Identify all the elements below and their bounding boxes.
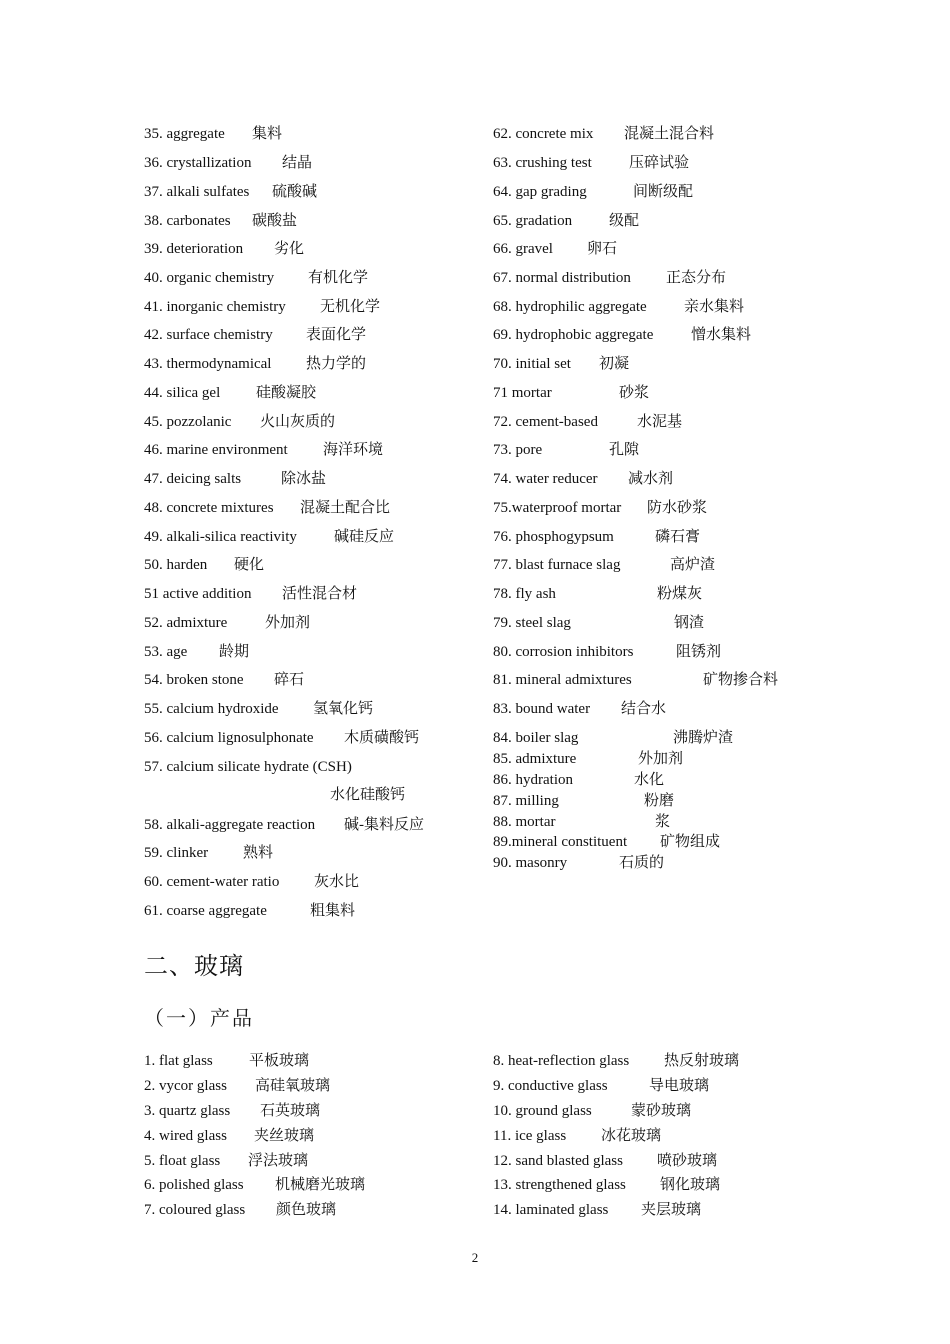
vocab-right-english-term: 85. admixture (493, 751, 577, 767)
vocab-right-entry (493, 297, 745, 317)
vocab-right-english-term: 83. bound water (493, 701, 591, 717)
glass-right-entry (493, 1175, 721, 1195)
vocab-left-chinese-term: 火山灰质的 (260, 414, 336, 430)
vocab-right-english-term: 84. boiler slag (493, 730, 579, 746)
glass-right-english-term: 8. heat-reflection glass (493, 1053, 630, 1069)
vocab-left-entry (144, 297, 381, 317)
vocab-left-english-term: 49. alkali-silica reactivity (144, 529, 297, 545)
vocab-left-english-term: 43. thermodynamical (144, 356, 272, 372)
vocab-left-english-term: 47. deicing salts (144, 471, 242, 487)
glass-left-entry (144, 1200, 337, 1220)
vocab-right-entry (493, 584, 703, 604)
vocab-left-entry (144, 527, 395, 547)
vocab-left-entry (144, 642, 250, 662)
vocab-left-chinese-term: 劣化 (274, 241, 305, 257)
vocab-right-entry (493, 642, 722, 662)
vocab-left-entry (144, 354, 367, 374)
vocab-right-entry (493, 527, 701, 547)
vocab-right-english-term: 66. gravel (493, 241, 553, 257)
vocab-left-chinese-term: 外加剂 (265, 615, 311, 631)
vocab-left-english-term: 40. organic chemistry (144, 270, 275, 286)
vocab-left-entry (144, 182, 318, 202)
vocab-right-entry (493, 211, 640, 231)
vocab-right-chinese-term: 粉煤灰 (657, 586, 703, 602)
vocab-left-entry (144, 498, 391, 518)
glass-left-english-term: 1. flat glass (144, 1053, 213, 1069)
glass-left-chinese-term: 石英玻璃 (260, 1103, 321, 1119)
vocab-right-chinese-term: 亲水集料 (684, 299, 745, 315)
glass-right-chinese-term: 夹层玻璃 (641, 1202, 702, 1218)
vocab-right-english-term: 65. gradation (493, 213, 573, 229)
vocab-right-chinese-term: 正态分布 (666, 270, 727, 286)
vocab-left-chinese-term: 龄期 (219, 644, 250, 660)
glass-left-english-term: 7. coloured glass (144, 1202, 246, 1218)
vocab-left-chinese-term: 混凝土配合比 (300, 500, 391, 516)
vocab-left-chinese-term: 熟料 (243, 845, 274, 861)
vocab-right-entry (493, 412, 683, 432)
vocab-left-entry (144, 239, 305, 259)
vocab-right-english-term: 72. cement-based (493, 414, 598, 430)
page-number: 2 (471, 1250, 479, 1265)
glass-right-chinese-term: 热反射玻璃 (664, 1053, 740, 1069)
vocab-right-entry (493, 268, 727, 288)
vocab-right-chinese-term: 水化 (634, 772, 665, 788)
vocab-left-entry (144, 555, 265, 575)
vocab-left-english-term: 35. aggregate (144, 126, 225, 142)
vocab-right-english-term: 70. initial set (493, 356, 571, 372)
glass-left-entry (144, 1175, 366, 1195)
vocab-right-entry (493, 469, 674, 489)
vocab-left-entry (144, 584, 358, 604)
vocab-left-chinese-term: 碎石 (274, 672, 305, 688)
vocab-left-entry (144, 728, 420, 748)
vocab-left-entry (144, 383, 317, 403)
vocab-right-english-term: 75.waterproof mortar (493, 500, 622, 516)
vocab-right-chinese-term: 粉磨 (644, 793, 675, 809)
vocab-right-chinese-term: 浆 (655, 814, 671, 830)
glass-left-english-term: 6. polished glass (144, 1177, 244, 1193)
vocab-right-entry (493, 749, 684, 769)
vocab-left-chinese-term: 集料 (252, 126, 283, 142)
vocab-right-english-term: 71 mortar (493, 385, 552, 401)
vocab-left-english-term: 60. cement-water ratio (144, 874, 280, 890)
glass-right-entry (493, 1101, 692, 1121)
vocab-left-chinese-term: 碳酸盐 (252, 213, 298, 229)
vocab-right-english-term: 90. masonry (493, 855, 568, 871)
vocab-right-chinese-term: 水泥基 (637, 414, 683, 430)
glass-right-entry (493, 1076, 710, 1096)
vocab-right-entry (493, 832, 721, 852)
vocab-left-chinese-term: 热力学的 (306, 356, 367, 372)
vocab-left-english-term: 56. calcium lignosulphonate (144, 730, 314, 746)
vocab-left-entry (144, 757, 406, 803)
glass-right-english-term: 10. ground glass (493, 1103, 592, 1119)
vocab-right-chinese-term: 初凝 (599, 356, 630, 372)
glass-right-english-term: 13. strengthened glass (493, 1177, 626, 1193)
vocab-right-english-term: 80. corrosion inhibitors (493, 644, 634, 660)
glass-left-english-term: 2. vycor glass (144, 1078, 227, 1094)
vocab-left-entry (144, 440, 384, 460)
vocab-left-entry (144, 412, 336, 432)
vocab-left-english-term: 61. coarse aggregate (144, 903, 267, 919)
vocab-left-chinese-term: 硬化 (234, 557, 265, 573)
vocab-left-chinese-term: 粗集料 (310, 903, 356, 919)
vocab-right-english-term: 78. fly ash (493, 586, 556, 602)
vocab-right-entry (493, 182, 694, 202)
glass-right-entry (493, 1126, 662, 1146)
vocab-right-english-term: 63. crushing test (493, 155, 592, 171)
vocab-right-english-term: 73. pore (493, 442, 543, 458)
vocab-right-english-term: 88. mortar (493, 814, 556, 830)
vocab-right-chinese-term: 砂浆 (619, 385, 650, 401)
vocab-right-chinese-term: 外加剂 (638, 751, 684, 767)
glass-right-chinese-term: 喷砂玻璃 (657, 1153, 718, 1169)
vocab-left-chinese-term: 碱硅反应 (334, 529, 395, 545)
vocab-right-chinese-term: 卵石 (587, 241, 618, 257)
vocab-right-chinese-term: 防水砂浆 (647, 500, 708, 516)
vocab-left-english-term: 52. admixture (144, 615, 228, 631)
vocab-right-english-term: 62. concrete mix (493, 126, 594, 142)
glass-right-chinese-term: 蒙砂玻璃 (631, 1103, 692, 1119)
glass-left-entry (144, 1151, 309, 1171)
vocab-right-entry (493, 153, 690, 173)
vocab-left-english-term: 57. calcium silicate hydrate (CSH) (144, 759, 352, 775)
vocab-left-english-term: 36. crystallization (144, 155, 252, 171)
glass-left-chinese-term: 机械磨光玻璃 (275, 1177, 366, 1193)
glass-right-english-term: 11. ice glass (493, 1128, 567, 1144)
vocab-left-english-term: 41. inorganic chemistry (144, 299, 286, 315)
vocab-left-entry (144, 843, 274, 863)
glass-right-english-term: 9. conductive glass (493, 1078, 608, 1094)
vocab-right-entry (493, 699, 667, 719)
vocab-left-entry (144, 268, 369, 288)
vocab-right-english-term: 79. steel slag (493, 615, 571, 631)
vocab-right-chinese-term: 级配 (609, 213, 640, 229)
glass-left-entry (144, 1051, 310, 1071)
vocab-left-english-term: 51 active addition (144, 586, 252, 602)
glass-left-chinese-term: 高硅氧玻璃 (255, 1078, 331, 1094)
glass-left-chinese-term: 平板玻璃 (249, 1053, 310, 1069)
vocab-left-entry (144, 211, 298, 231)
vocab-right-english-term: 69. hydrophobic aggregate (493, 327, 654, 343)
vocab-left-entry (144, 469, 327, 489)
vocab-left-english-term: 42. surface chemistry (144, 327, 273, 343)
vocab-left-entry (144, 325, 367, 345)
glass-left-chinese-term: 夹丝玻璃 (254, 1128, 315, 1144)
vocab-left-english-term: 55. calcium hydroxide (144, 701, 279, 717)
vocab-left-entry (144, 124, 283, 144)
glass-right-english-term: 14. laminated glass (493, 1202, 609, 1218)
vocab-right-chinese-term: 结合水 (621, 701, 667, 717)
vocab-left-entry (144, 613, 311, 633)
vocab-left-english-term: 58. alkali-aggregate reaction (144, 817, 316, 833)
vocab-left-english-term: 46. marine environment (144, 442, 288, 458)
vocab-left-entry (144, 872, 360, 892)
vocab-right-entry (493, 791, 675, 811)
vocab-left-chinese-term: 木质磺酸钙 (344, 730, 420, 746)
vocab-right-chinese-term: 钢渣 (674, 615, 705, 631)
vocab-right-chinese-term: 混凝土混合料 (624, 126, 715, 142)
vocab-left-entry (144, 815, 424, 835)
vocab-left-english-term: 38. carbonates (144, 213, 231, 229)
vocab-right-entry (493, 555, 716, 575)
vocab-right-english-term: 74. water reducer (493, 471, 598, 487)
vocab-right-chinese-term: 孔隙 (609, 442, 640, 458)
vocab-right-english-term: 81. mineral admixtures (493, 672, 632, 688)
vocab-right-english-term: 86. hydration (493, 772, 573, 788)
vocab-left-chinese-term: 硅酸凝胶 (256, 385, 317, 401)
vocab-right-chinese-term: 高炉渣 (670, 557, 716, 573)
glass-right-entry (493, 1051, 740, 1071)
vocab-left-english-term: 39. deterioration (144, 241, 244, 257)
vocab-left-entry (144, 699, 374, 719)
vocab-left-english-term: 59. clinker (144, 845, 209, 861)
vocab-left-entry (144, 901, 356, 921)
glass-left-entry (144, 1126, 315, 1146)
vocab-right-english-term: 76. phosphogypsum (493, 529, 614, 545)
vocab-right-chinese-term: 石质的 (619, 855, 665, 871)
glass-left-english-term: 5. float glass (144, 1153, 221, 1169)
glass-left-entry (144, 1101, 321, 1121)
vocab-right-chinese-term: 矿物组成 (660, 834, 721, 850)
vocab-left-english-term: 37. alkali sulfates (144, 184, 250, 200)
vocab-left-chinese-term: 有机化学 (308, 270, 369, 286)
vocab-right-entry (493, 325, 752, 345)
section-title: 二、玻璃 (144, 954, 244, 980)
vocab-left-chinese-term: 无机化学 (320, 299, 381, 315)
glass-right-entry (493, 1151, 718, 1171)
vocab-right-chinese-term: 磷石膏 (655, 529, 701, 545)
glass-left-english-term: 3. quartz glass (144, 1103, 231, 1119)
vocab-right-entry (493, 613, 705, 633)
vocab-left-entry (144, 670, 305, 690)
vocab-left-chinese-term: 碱-集料反应 (344, 817, 424, 833)
glass-left-english-term: 4. wired glass (144, 1128, 227, 1144)
vocab-right-entry (493, 812, 671, 832)
vocab-right-entry (493, 440, 640, 460)
vocab-left-chinese-term: 灰水比 (314, 874, 360, 890)
vocab-right-english-term: 68. hydrophilic aggregate (493, 299, 647, 315)
vocab-left-english-term: 53. age (144, 644, 188, 660)
vocab-right-english-term: 64. gap grading (493, 184, 587, 200)
vocab-left-english-term: 54. broken stone (144, 672, 244, 688)
vocab-right-entry (493, 498, 708, 518)
glass-left-chinese-term: 浮法玻璃 (248, 1153, 309, 1169)
vocab-left-english-term: 44. silica gel (144, 385, 221, 401)
vocab-left-chinese-term: 硫酸碱 (272, 184, 318, 200)
vocab-left-english-term: 48. concrete mixtures (144, 500, 274, 516)
vocab-left-chinese-term: 结晶 (282, 155, 313, 171)
vocab-right-chinese-term: 矿物掺合料 (703, 672, 779, 688)
vocab-right-chinese-term: 憎水集料 (691, 327, 752, 343)
vocab-right-entry (493, 354, 630, 374)
vocab-right-chinese-term: 压碎试验 (629, 155, 690, 171)
glass-right-english-term: 12. sand blasted glass (493, 1153, 623, 1169)
vocab-left-chinese-term: 水化硅酸钙 (330, 787, 406, 803)
vocab-right-english-term: 87. milling (493, 793, 559, 809)
glass-left-chinese-term: 颜色玻璃 (276, 1202, 337, 1218)
glass-left-entry (144, 1076, 331, 1096)
vocab-left-english-term: 45. pozzolanic (144, 414, 232, 430)
glass-right-chinese-term: 导电玻璃 (649, 1078, 710, 1094)
vocab-left-chinese-term: 氢氧化钙 (313, 701, 374, 717)
glass-right-chinese-term: 冰花玻璃 (601, 1128, 662, 1144)
vocab-right-english-term: 77. blast furnace slag (493, 557, 621, 573)
vocab-right-entry (493, 853, 665, 873)
vocab-left-chinese-term: 表面化学 (306, 327, 367, 343)
vocab-right-chinese-term: 减水剂 (628, 471, 674, 487)
glass-right-chinese-term: 钢化玻璃 (660, 1177, 721, 1193)
vocab-right-entry (493, 670, 779, 690)
vocab-right-english-term: 89.mineral constituent (493, 834, 628, 850)
vocab-right-chinese-term: 间断级配 (633, 184, 694, 200)
vocab-right-entry (493, 383, 650, 403)
glass-right-entry (493, 1200, 702, 1220)
vocab-right-chinese-term: 沸腾炉渣 (673, 730, 734, 746)
vocab-right-entry (493, 770, 665, 790)
vocab-left-chinese-term: 活性混合材 (282, 586, 358, 602)
vocab-left-chinese-term: 除冰盐 (281, 471, 327, 487)
vocab-left-entry (144, 153, 313, 173)
vocab-left-english-term: 50. harden (144, 557, 208, 573)
vocab-right-english-term: 67. normal distribution (493, 270, 631, 286)
vocab-left-chinese-term: 海洋环境 (323, 442, 384, 458)
vocab-right-entry (493, 728, 734, 748)
vocab-right-chinese-term: 阻锈剂 (676, 644, 722, 660)
subsection-title: （一）产品 (144, 1008, 254, 1030)
vocab-right-entry (493, 239, 618, 259)
vocab-right-entry (493, 124, 715, 144)
